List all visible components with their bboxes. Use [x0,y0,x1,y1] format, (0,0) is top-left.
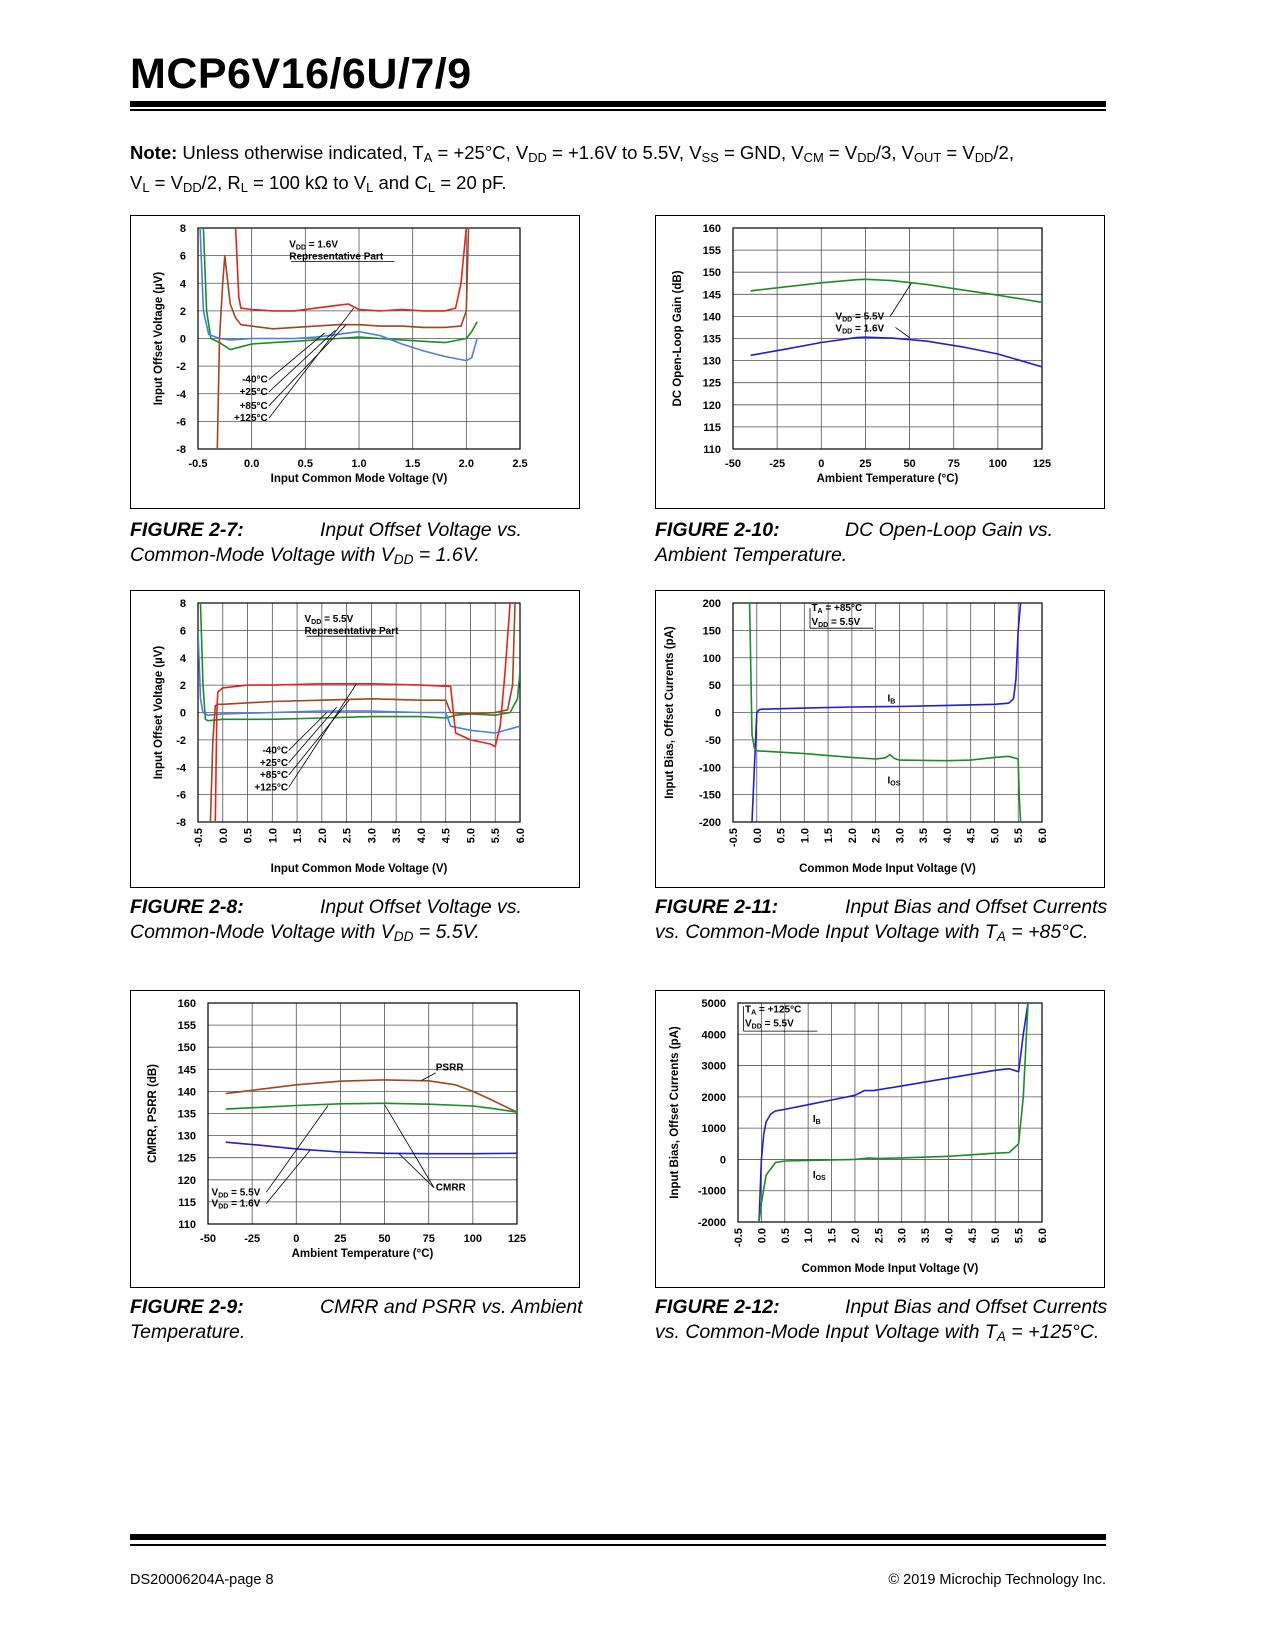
x-axis-label: Ambient Temperature (°C) [291,1248,434,1260]
y-tick-label: 100 [702,652,721,665]
grid [733,603,1042,822]
figure-2-10-plot [655,215,1105,509]
series-leader [385,1105,434,1188]
x-tick-label: 4.0 [941,828,954,844]
y-tick-label: 3000 [701,1060,726,1073]
x-tick-label: 0.0 [217,828,230,844]
x-tick-label: 75 [422,1233,435,1245]
y-tick-label: -50 [705,734,721,747]
header-rule-thin [130,109,1106,111]
figure-2-8-plot [130,590,580,888]
y-tick-label: 155 [702,245,721,258]
y-tick-label: 130 [702,355,721,368]
legend-label: -40°C [242,374,268,386]
y-tick-label: -2 [176,734,186,747]
y-tick-label: 0 [719,1154,726,1167]
caption-text: Input Offset Voltage vs. Common-Mode Voltage with $V_{DD} = 1.6V$. [130,519,522,567]
y-tick-label: 0 [179,333,186,346]
legend-leader [895,327,909,337]
annotation-vdd: $V_{DD} = 5.5V$ [811,616,861,629]
legend-label: -40°C [262,745,289,757]
y-axis-label: Input Offset Voltage (µV) [153,271,165,406]
x-axis-label: Common Mode Input Voltage (V) [799,863,976,875]
figure-2-9-caption [130,1295,590,1345]
y-tick-label: 1000 [701,1123,726,1136]
legend-label: +25°C [239,386,268,398]
x-tick-label: -50 [200,1233,216,1245]
y-tick-label: 135 [702,333,721,346]
y-tick-label: 150 [177,1042,196,1055]
annotation-vdd: $V_{DD} = 1.6V$ [289,239,338,252]
header-rule-thick [130,101,1106,107]
figure-2-12-plot [655,990,1105,1288]
legend-label-vdd-1v6: $V_{DD} = 1.6V$ [835,323,885,336]
series-line-ios [759,1003,1028,1222]
x-tick-label: 3.0 [894,828,907,844]
x-tick-label: 0.0 [756,1228,769,1244]
caption-text: Input Offset Voltage vs. Common-Mode Voltage with $V_{DD} = 5.5V$. [130,896,522,944]
figure-2-12-chart [656,991,1106,1289]
x-tick-label: 0.5 [775,828,788,844]
y-tick-label: 0 [179,707,186,720]
caption-label: FIGURE 2-12: [655,1296,780,1318]
x-tick-label: 0.0 [751,828,764,844]
x-tick-label: 1.0 [267,828,280,844]
y-tick-label: 4000 [701,1029,726,1042]
x-tick-label: 3.0 [366,828,379,844]
x-tick-label: 0.5 [242,828,255,844]
footer-rule-thin [130,1544,1106,1546]
x-tick-label: 25 [334,1233,347,1245]
x-tick-label: 75 [947,458,960,470]
y-tick-label: 145 [702,289,721,302]
y-tick-label: 200 [702,598,721,610]
y-tick-label: 160 [702,223,721,235]
figure-2-10-chart [656,216,1106,510]
series-line--25-c [200,228,477,361]
x-tick-label: 2.5 [512,458,528,470]
series-label-psrr: PSRR [435,1062,464,1074]
x-axis-label: Input Common Mode Voltage (V) [270,863,448,875]
x-tick-label: 2.5 [873,1228,886,1244]
figure-2-8-caption [130,895,590,949]
y-tick-label: -6 [176,416,186,429]
y-tick-label: 5000 [701,998,726,1010]
y-tick-label: 120 [177,1174,196,1187]
figure-2-9-chart [131,991,581,1289]
x-tick-label: -0.5 [728,828,740,847]
x-tick-label: 5.5 [490,828,503,844]
figure-2-11-caption [655,895,1115,949]
figure-2-12-caption [655,1295,1115,1349]
x-tick-label: 4.5 [966,1228,979,1244]
legend-label-vdd-5v5: $V_{DD} = 5.5V$ [211,1187,261,1200]
y-tick-label: -100 [698,762,721,775]
y-tick-label: 125 [177,1152,196,1165]
x-tick-label: 0 [293,1233,300,1245]
x-tick-label: 3.5 [920,1228,933,1244]
y-tick-label: 140 [177,1086,196,1099]
series-label-cmrr: CMRR [435,1182,466,1194]
x-tick-label: -25 [769,458,786,470]
caption-label: FIGURE 2-10: [655,519,780,541]
x-tick-label: 6.0 [1037,828,1049,844]
x-tick-label: 100 [463,1233,483,1245]
y-tick-label: 140 [702,311,721,324]
y-tick-label: 2 [179,305,186,318]
y-tick-label: 110 [178,1219,196,1231]
figure-2-11-chart [656,591,1106,889]
x-tick-label: 1.0 [351,458,367,470]
y-tick-label: 145 [177,1064,196,1077]
caption-label: FIGURE 2-7: [130,519,244,541]
y-tick-label: 125 [702,377,721,390]
y-tick-label: 0 [714,707,721,720]
y-tick-label: -150 [698,789,721,802]
series-group [751,279,1042,367]
y-tick-label: 130 [177,1130,196,1143]
series-line-vdd-5-5v [751,279,1042,302]
note-line-2: $V_L = V_{DD}/2$, $R_L = 100$ kΩ to $V_L$ and $C_L = 20$ pF. [130,172,507,195]
series-line--125-c [236,228,467,311]
caption-label: FIGURE 2-11: [655,896,779,918]
y-tick-label: -4 [176,762,186,775]
x-tick-label: 5.0 [465,828,478,844]
x-tick-label: 0.0 [244,458,260,470]
footer-rule-thick [130,1534,1106,1540]
y-tick-label: 2000 [701,1091,726,1104]
legend-leader [269,330,336,392]
x-tick-label: 4.5 [965,828,978,844]
x-tick-label: 5.0 [990,1228,1003,1244]
series-group [759,1003,1028,1222]
caption-text: CMRR and PSRR vs. Ambient Temperature. [130,1296,583,1343]
x-tick-label: 4.0 [415,828,428,844]
legend-leader [289,707,337,763]
annotation-ta: $T_A = +125^\circ C$ [745,1004,802,1017]
y-tick-label: 115 [178,1196,196,1209]
figure-2-9-plot [130,990,580,1288]
y-tick-label: -2000 [697,1217,726,1229]
x-tick-label: 0.5 [297,458,313,470]
label-ios: $I_{OS}$ [812,1170,826,1183]
x-tick-label: 50 [903,458,916,470]
figure-2-7-chart [131,216,581,510]
y-tick-label: 150 [702,625,721,638]
x-tick-label: -50 [725,458,741,470]
y-tick-label: -8 [176,444,186,456]
figure-2-7-plot [130,215,580,509]
x-tick-label: 100 [988,458,1008,470]
x-tick-label: 125 [1032,458,1052,470]
caption-text: Input Bias and Offset Currents vs. Common-Mode Input Voltage with $T_A = +125^\circ C$. [655,1296,1108,1344]
y-tick-label: -4 [176,388,186,401]
legend-leader [890,283,911,316]
y-axis-label: DC Open-Loop Gain (dB) [672,270,684,407]
y-axis-label: Input Bias, Offset Currents (pA) [669,1026,681,1199]
x-tick-label: -0.5 [733,1228,745,1247]
x-tick-label: -0.5 [188,458,208,470]
y-tick-label: 115 [703,421,721,434]
series-line-cmrr-5-5v [226,1103,517,1112]
y-tick-label: 8 [179,223,186,235]
x-tick-label: 0 [818,458,825,470]
legend-label: +125°C [234,413,268,425]
x-tick-label: 3.0 [896,1228,909,1244]
y-axis-label: Input Offset Voltage (µV) [153,645,165,780]
y-tick-label: 110 [703,444,721,456]
series-line-vdd-1-6v [751,337,1042,367]
y-tick-label: -2 [176,361,186,374]
document-title: MCP6V16/6U/7/9 [130,50,472,98]
y-tick-label: -6 [176,789,186,802]
legend-label: +85°C [239,400,268,412]
series-line-ib [759,1003,1028,1222]
x-tick-label: 2.0 [458,458,474,470]
legend-leader [269,308,354,418]
figure-2-8-chart [131,591,581,889]
note-line-1: Unless otherwise indicated, $T_A = +25^\circ C$, $V_{DD} = +1.6V$ to 5.5V, $V_{SS}$ = GND, $V_{CM} = V_{DD}/3$, $V_{OUT} = V_{DD}/2$, [182,142,1014,165]
y-tick-label: 6 [179,625,186,638]
x-tick-label: 1.5 [405,458,421,470]
series-line-cmrr-1-6v [226,1142,517,1154]
series-group [226,1080,517,1154]
figure-2-11-plot [655,590,1105,888]
x-tick-label: 1.5 [292,828,305,844]
y-tick-label: 155 [177,1020,196,1033]
y-tick-label: 120 [702,399,721,412]
x-tick-label: 125 [507,1233,527,1245]
caption-text: DC Open-Loop Gain vs. Ambient Temperature. [655,519,1054,566]
label-ib: $I_B$ [812,1113,821,1126]
conditions-note [130,140,1110,200]
x-tick-label: 1.0 [803,1228,816,1244]
annotation-ta: $T_A = +85^\circ C$ [811,603,863,616]
annotation-vdd: $V_{DD} = 5.5V$ [304,614,354,627]
y-tick-label: 150 [702,267,721,280]
annotation-representative: Representative Part [304,626,399,638]
x-tick-label: 5.5 [1013,828,1026,844]
x-tick-label: 1.0 [799,828,812,844]
y-tick-label: 2 [179,680,186,693]
footer-copyright: © 2019 Microchip Technology Inc. [888,1572,1106,1588]
x-tick-label: 5.5 [1013,1228,1026,1244]
y-axis-label: Input Bias, Offset Currents (pA) [664,626,676,799]
x-tick-label: 2.0 [846,828,859,844]
x-tick-label: -0.5 [193,828,205,847]
footer-doc-number: DS20006204A-page 8 [130,1572,274,1588]
x-axis-label: Common Mode Input Voltage (V) [801,1263,979,1275]
y-tick-label: 135 [177,1108,196,1121]
caption-label: FIGURE 2-9: [130,1296,244,1318]
x-tick-label: 6.0 [515,828,527,844]
x-axis-label: Ambient Temperature (°C) [816,473,959,485]
x-tick-label: 2.0 [849,1228,862,1244]
x-axis-label: Input Common Mode Voltage (V) [270,473,448,485]
annotation-representative: Representative Part [289,251,384,263]
x-tick-label: 4.5 [440,828,453,844]
legend-label: +25°C [259,757,289,769]
label-ib: $I_B$ [887,693,896,706]
x-tick-label: 4.0 [943,1228,956,1244]
x-tick-label: 6.0 [1037,1228,1049,1244]
y-tick-label: 4 [179,278,186,291]
figure-2-7-caption [130,518,590,572]
label-ios: $I_{OS}$ [887,775,901,788]
legend-label: +125°C [254,782,289,794]
x-tick-label: 3.5 [391,828,404,844]
y-axis-label: CMRR, PSRR (dB) [147,1063,159,1164]
plot-area [738,1003,1042,1222]
grid [738,1003,1042,1222]
x-tick-label: 2.5 [341,828,354,844]
caption-text: Input Bias and Offset Currents vs. Common-Mode Input Voltage with $T_A = +85^\circ C$. [655,896,1108,944]
annotation-vdd: $V_{DD} = 5.5V$ [745,1018,794,1031]
x-tick-label: 3.5 [918,828,931,844]
x-tick-label: 2.5 [870,828,883,844]
legend-label-vdd-1v6: $V_{DD} = 1.6V$ [211,1198,261,1211]
x-tick-label: 1.5 [826,1228,839,1244]
x-tick-label: 50 [378,1233,391,1245]
y-tick-label: -8 [176,817,186,829]
y-tick-label: 50 [708,680,721,693]
note-label: Note: [130,142,178,163]
x-tick-label: 25 [859,458,872,470]
x-tick-label: 1.5 [823,828,836,844]
figure-2-10-caption [655,518,1115,568]
y-tick-label: 6 [179,250,186,263]
legend-label: +85°C [259,770,289,782]
y-tick-label: -1000 [697,1185,726,1198]
caption-label: FIGURE 2-8: [130,896,244,918]
y-tick-label: -200 [698,817,721,829]
x-tick-label: 5.0 [989,828,1002,844]
legend-leader [266,1106,328,1193]
y-tick-label: 160 [177,998,196,1010]
y-tick-label: 4 [179,652,186,665]
x-tick-label: 0.5 [779,1228,792,1244]
legend-label-vdd-5v5: $V_{DD} = 5.5V$ [835,311,885,324]
x-tick-label: 2.0 [316,828,329,844]
y-tick-label: 8 [179,598,186,610]
x-tick-label: -25 [244,1233,261,1245]
